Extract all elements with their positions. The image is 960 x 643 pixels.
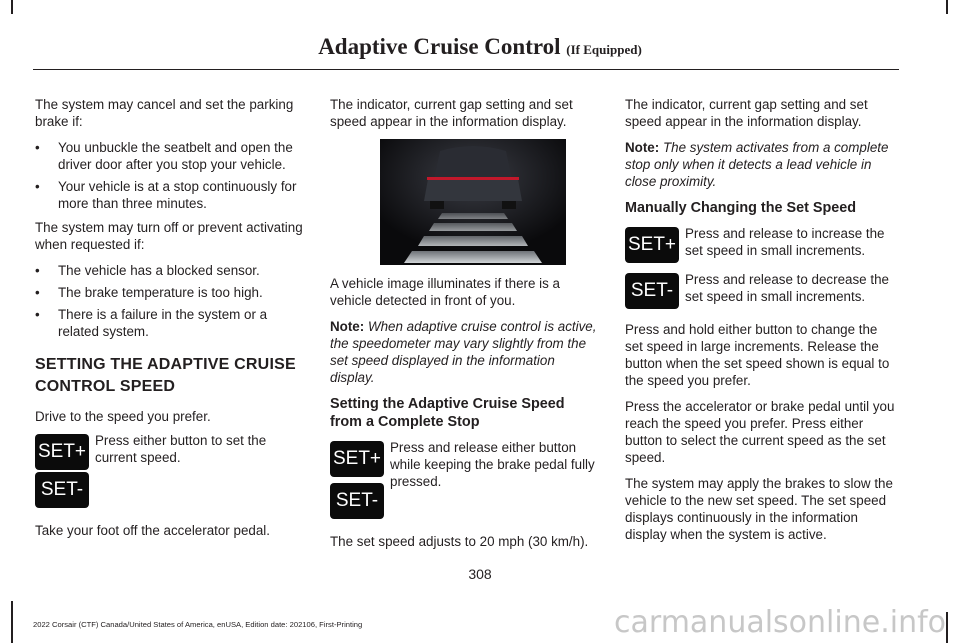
key-row <box>330 483 600 519</box>
list-item: • The brake temperature is too high. <box>35 284 305 301</box>
key-description: Press either button to set the current speed. <box>95 433 267 465</box>
crop-mark-top-right <box>946 0 948 14</box>
note-label: Note: <box>625 140 660 155</box>
watermark: carmanualsonline.info <box>614 605 946 640</box>
key-row <box>330 440 600 489</box>
paragraph: The system may cancel and set the parking brake if: <box>35 97 294 129</box>
paragraph: The indicator, current gap setting and set speed appear in the information display. <box>330 97 573 129</box>
title-qualifier: (If Equipped) <box>566 42 642 57</box>
list-item: • There is a failure in the system or a related system. <box>35 306 305 340</box>
list-item: • Your vehicle is at a stop continuously for more than three minutes. <box>35 178 305 212</box>
car-illustration <box>380 139 566 265</box>
vehicle-detected-image <box>380 139 566 265</box>
paragraph: The system may turn off or prevent activating when requested if: <box>35 220 303 252</box>
section-heading: Manually Changing the Set Speed <box>625 200 857 216</box>
section-heading: Setting the Adaptive Cruise Speed from a Complete Stop <box>330 396 565 430</box>
key-description: Press and release to decrease the set speed in small increments. <box>685 272 889 304</box>
set-plus-button-icon: SET+ <box>330 441 384 477</box>
crop-mark-top-left <box>11 0 13 14</box>
list-item: • You unbuckle the seatbelt and open the driver door after you stop your vehicle. <box>35 139 305 173</box>
crop-mark-bottom-right <box>946 612 948 643</box>
header-rule <box>33 69 899 70</box>
key-description: Press and release to increase the set speed in small increments. <box>685 226 885 258</box>
note-text: When adaptive cruise control is active, the speedometer may vary slightly from the set speed displayed in the information display. <box>330 319 597 385</box>
key-row <box>35 434 305 470</box>
edition-info: 2022 Corsair (CTF) Canada/United States of America, enUSA, Edition date: 202106, First-Printing <box>33 620 363 629</box>
paragraph: Drive to the speed you prefer. <box>35 409 211 424</box>
paragraph: Press and hold either button to change the set speed in large increments. Release the button when the set speed shown is equal to the speed you prefer. <box>625 322 890 388</box>
key-row <box>35 472 305 508</box>
paragraph: The system may apply the brakes to slow the vehicle to the new set speed. The set speed displays continuously in the information display when the system is active. <box>625 476 893 542</box>
note-label: Note: <box>330 319 365 334</box>
note <box>330 318 600 386</box>
set-plus-button-icon: SET+ <box>35 434 89 470</box>
paragraph: The set speed adjusts to 20 mph (30 km/h). <box>330 534 589 549</box>
column-3 <box>625 96 895 552</box>
key-row <box>625 273 895 313</box>
title-text: Adaptive Cruise Control <box>318 34 561 59</box>
crop-mark-bottom-left <box>11 601 13 643</box>
set-minus-button-icon: SET- <box>35 472 89 508</box>
column-1 <box>35 96 305 548</box>
set-minus-button-icon: SET- <box>330 483 384 519</box>
paragraph: A vehicle image illuminates if there is a vehicle detected in front of you. <box>330 276 560 308</box>
paragraph: Press the accelerator or brake pedal until you reach the speed you prefer. Press either button to select the current speed as the set speed. <box>625 399 895 465</box>
page-number: 308 <box>468 566 492 582</box>
column-2 <box>330 96 600 559</box>
note-text: The system activates from a complete stop only when it detects a lead vehicle in close proximity. <box>625 140 889 189</box>
note <box>625 139 895 190</box>
paragraph: Take your foot off the accelerator pedal. <box>35 523 270 538</box>
section-heading: SETTING THE ADAPTIVE CRUISE CONTROL SPEED <box>35 356 296 395</box>
page-title <box>0 34 960 60</box>
set-minus-button-icon: SET- <box>625 273 679 309</box>
list-item: • The vehicle has a blocked sensor. <box>35 262 305 279</box>
key-description: Press and release either button while keeping the brake pedal fully pressed. <box>390 440 595 489</box>
set-plus-button-icon: SET+ <box>625 227 679 263</box>
paragraph: The indicator, current gap setting and set speed appear in the information display. <box>625 97 868 129</box>
key-row <box>625 227 895 267</box>
